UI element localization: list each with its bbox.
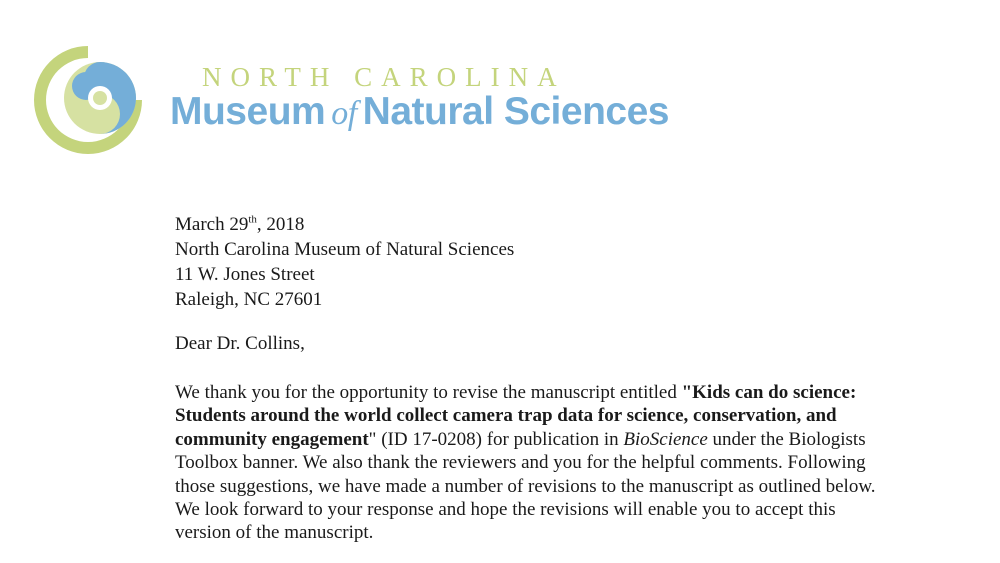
address-institution: North Carolina Museum of Natural Sciences xyxy=(175,239,515,260)
body-line: version of the manuscript. xyxy=(175,522,374,544)
body-line: Toolbox banner. We also thank the reviewers and you for the helpful comments. Following xyxy=(175,452,866,474)
address-block xyxy=(175,212,514,312)
logo-word-museum: Museum xyxy=(170,90,326,133)
letter-body-paragraph xyxy=(175,381,945,545)
date-year: , 2018 xyxy=(256,214,305,235)
museum-logo xyxy=(30,40,670,155)
body-line xyxy=(175,381,945,404)
salutation: Dear Dr. Collins, xyxy=(175,333,305,354)
body-line xyxy=(175,404,945,427)
body-line xyxy=(175,428,945,451)
journal-name: BioScience xyxy=(623,428,708,450)
body-text-segment: We thank you for the opportunity to revise the manuscript entitled xyxy=(175,382,682,403)
manuscript-title-end: community engagement xyxy=(175,428,369,450)
body-line: We look forward to your response and hope the revisions will enable you to accept this xyxy=(175,499,836,521)
date-suffix: th xyxy=(248,213,257,226)
body-text-segment: (ID 17-0208) for publication in xyxy=(376,428,624,450)
manuscript-title-start: "Kids can do science: xyxy=(681,382,857,403)
address-city: Raleigh, NC 27601 xyxy=(175,289,323,310)
date-month-day: March 29 xyxy=(175,214,249,235)
logo-word-of: of xyxy=(331,95,357,132)
body-text-segment: " xyxy=(368,428,377,450)
letter-date xyxy=(175,212,514,237)
body-line: those suggestions, we have made a number of revisions to the manuscript as outlined below. xyxy=(175,475,876,497)
museum-logo-mark-icon xyxy=(30,40,160,155)
address-street: 11 W. Jones Street xyxy=(175,264,315,285)
logo-state-name: NORTH CAROLINA xyxy=(202,62,566,92)
logo-word-natural-sciences: Natural Sciences xyxy=(362,90,669,133)
manuscript-title-middle: Students around the world collect camera trap data for science, conservation, and xyxy=(175,405,837,427)
body-text-segment: under the Biologists xyxy=(707,428,866,450)
logo-museum-name xyxy=(170,90,669,134)
